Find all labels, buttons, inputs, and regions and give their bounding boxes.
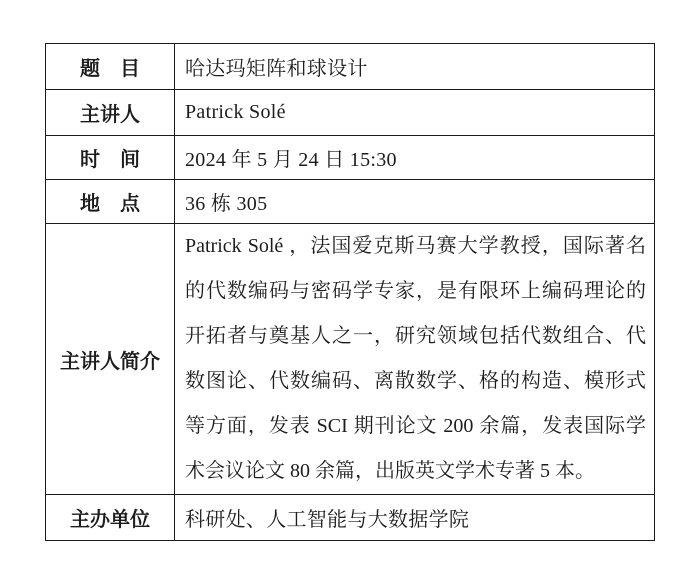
place-label: 地 点 bbox=[46, 180, 175, 224]
table-row-speaker-bio bbox=[46, 224, 655, 495]
table-row-place bbox=[46, 180, 655, 224]
speaker-value: Patrick Solé bbox=[175, 90, 655, 136]
table-row-speaker bbox=[46, 90, 655, 136]
table-row-title bbox=[46, 44, 655, 90]
speaker-bio-value bbox=[175, 224, 655, 495]
bio-line-1: Patrick Solé ，法国爱克斯马赛大学教授，国际著名 bbox=[185, 235, 646, 257]
organizer-label: 主办单位 bbox=[46, 495, 175, 541]
time-label: 时 间 bbox=[46, 136, 175, 180]
bio-line-3: 开拓者与奠基人之一，研究领域包括代数组合、代 bbox=[185, 325, 646, 347]
announcement-table bbox=[45, 43, 655, 541]
speaker-label: 主讲人 bbox=[46, 90, 175, 136]
place-value: 36 栋 305 bbox=[175, 180, 655, 224]
table-row-organizer bbox=[46, 495, 655, 541]
title-value: 哈达玛矩阵和球设计 bbox=[175, 44, 655, 90]
bio-line-6: 术会议论文 80 余篇，出版英文学术专著 5 本。 bbox=[185, 460, 595, 482]
title-label: 题 目 bbox=[46, 44, 175, 90]
bio-line-5: 等方面，发表 SCI 期刊论文 200 余篇，发表国际学 bbox=[185, 415, 646, 437]
time-value: 2024 年 5 月 24 日 15:30 bbox=[175, 136, 655, 180]
organizer-value: 科研处、人工智能与大数据学院 bbox=[175, 495, 655, 541]
bio-line-2: 的代数编码与密码学专家，是有限环上编码理论的 bbox=[185, 280, 646, 302]
table-row-time bbox=[46, 136, 655, 180]
bio-line-4: 数图论、代数编码、离散数学、格的构造、模形式 bbox=[185, 370, 646, 392]
speaker-bio-label: 主讲人简介 bbox=[46, 224, 175, 495]
